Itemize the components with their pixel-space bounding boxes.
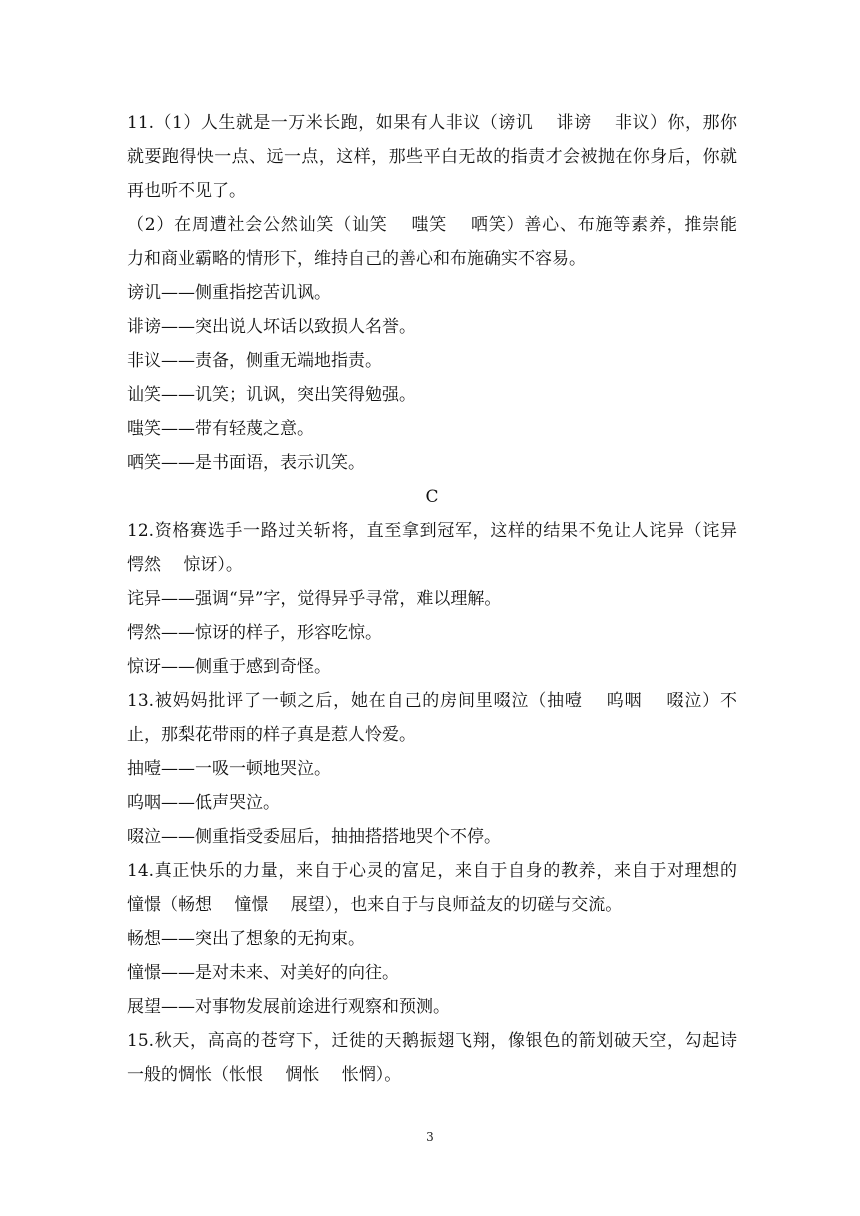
definition-shenxiao: 哂笑——是书面语，表示讥笑。: [127, 453, 365, 473]
definition-bangji: 谤讥——侧重指挖苦讥讽。: [127, 283, 331, 303]
q12-line-2: 愕然 惊讶）。: [127, 555, 243, 575]
definition-zhanwang: 展望——对事物发展前途进行观察和预测。: [127, 997, 450, 1017]
definition-chuoqi: 啜泣——侧重指受委屈后，抽抽搭搭地哭个不停。: [127, 827, 501, 847]
q11-part1-line-3: 再也听不见了。: [127, 181, 246, 201]
definition-shanxiao: 讪笑——讥笑；讥讽，突出笑得勉强。: [127, 385, 416, 405]
definition-chongjing: 憧憬——是对未来、对美好的向往。: [127, 963, 399, 983]
q13-line-1: 13.被妈妈批评了一顿之后，她在自己的房间里啜泣（抽噎 呜咽 啜泣）不: [127, 691, 737, 711]
q11-part2-line-2: 力和商业霸略的情形下，维持自己的善心和布施确实不容易。: [127, 249, 586, 269]
definition-chixiao: 嗤笑——带有轻蔑之意。: [127, 419, 314, 439]
q12-line-1: 12.资格赛选手一路过关斩将，直至拿到冠军，这样的结果不免让人诧异（诧异: [127, 521, 737, 541]
q15-line-1: 15.秋天，高高的苍穹下，迁徙的天鹅振翅飞翔，像银色的箭划破天空，勾起诗: [127, 1031, 737, 1051]
q15-line-2: 一般的惆怅（怅恨 惆怅 怅惘）。: [127, 1065, 402, 1085]
q13-line-2: 止，那梨花带雨的样子真是惹人怜爱。: [127, 725, 416, 745]
definition-chouye: 抽噎——一吸一顿地哭泣。: [127, 759, 331, 779]
q11-part2-line-1: （2）在周遭社会公然讪笑（讪笑 嗤笑 哂笑）善心、布施等素养，推崇能: [127, 215, 737, 235]
q11-part1-line-1: 11.（1）人生就是一万米长跑，如果有人非议（谤讥 诽谤 非议）你，那你: [127, 113, 737, 133]
definition-feiyi: 非议——责备，侧重无端地指责。: [127, 351, 382, 371]
q14-line-2: 憧憬（畅想 憧憬 展望），也来自于与良师益友的切磋与交流。: [127, 895, 623, 915]
definition-wuyan: 呜咽——低声哭泣。: [127, 793, 280, 813]
document-body: [127, 106, 737, 1092]
answer-letter: C: [425, 487, 439, 507]
definition-feibang: 诽谤——突出说人坏话以致损人名誉。: [127, 317, 416, 337]
definition-chayi: 诧异——强调“异”字，觉得异乎寻常，难以理解。: [127, 589, 502, 609]
definition-changxiang: 畅想——突出了想象的无拘束。: [127, 929, 365, 949]
definition-jingya: 惊讶——侧重于感到奇怪。: [127, 657, 331, 677]
definition-eran: 愕然——惊讶的样子，形容吃惊。: [127, 623, 382, 643]
q11-part1-line-2: 就要跑得快一点、远一点，这样，那些平白无故的指责才会被抛在你身后，你就: [127, 147, 737, 167]
page-number: 3: [426, 1130, 434, 1144]
q14-line-1: 14.真正快乐的力量，来自于心灵的富足，来自于自身的教养，来自于对理想的: [127, 861, 737, 881]
